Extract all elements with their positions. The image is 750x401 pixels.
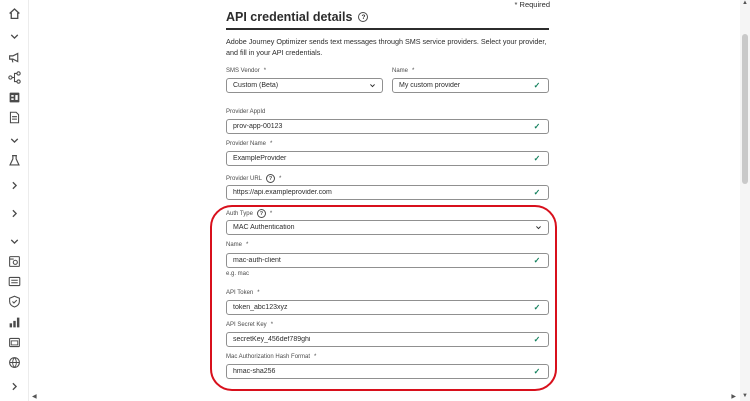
provider-url-label [226,174,281,183]
api-token-label-text: API Token [226,290,254,296]
chevron-down-icon[interactable] [6,233,22,249]
provider-name-value: ExampleProvider [233,155,287,162]
library-icon[interactable] [6,334,22,350]
api-secret-key-label [226,322,273,328]
scroll-up-arrow-icon[interactable]: ▲ [742,0,748,6]
sms-vendor-label [226,68,266,74]
auth-type-label-text: Auth Type [226,210,253,217]
name-label-text: Name [392,68,409,74]
scroll-left-arrow-icon[interactable]: ◀ [32,394,37,400]
chevron-right-icon[interactable] [6,177,22,193]
checkmark-icon: ✓ [533,303,541,312]
name-value: My custom provider [399,82,461,89]
mac-hash-format-label-text: Mac Authorization Hash Format [226,354,311,360]
checkmark-icon: ✓ [533,335,541,344]
provider-appid-value: prov-app-00123 [233,123,283,130]
description-text: Adobe Journey Optimizer sends text messages through SMS service providers. Select your provider, and fill in your API credentials. [226,37,547,57]
checkmark-icon: ✓ [533,81,541,90]
api-token-label [226,290,260,296]
channels-icon[interactable] [6,273,22,289]
scrollbar-thumb[interactable] [742,34,748,184]
chevron-down-icon[interactable] [367,82,377,89]
required-marker: * [269,210,273,217]
api-secret-key-label-text: API Secret Key [226,322,267,328]
chevron-right-icon[interactable] [6,378,22,394]
auth-name-label [226,242,248,248]
auth-name-value: mac-auth-client [233,257,281,264]
api-token-value: token_abc123xyz [233,304,288,311]
name-label [392,68,414,74]
document-icon[interactable] [6,109,22,125]
checkmark-icon: ✓ [533,154,541,163]
provider-url-label-text: Provider URL [226,175,263,182]
sms-vendor-select[interactable] [226,78,383,93]
help-icon[interactable]: ? [358,12,368,22]
sms-vendor-value: Custom (Beta) [233,82,279,89]
chart-icon[interactable] [6,314,22,330]
auth-type-label [226,209,272,218]
mac-hash-format-value: hmac-sha256 [233,368,276,375]
provider-name-label [226,141,272,147]
checkmark-icon: ✓ [533,256,541,265]
mac-hash-format-label [226,354,316,360]
provider-url-value: https://api.exampleprovider.com [233,189,332,196]
required-marker: * [257,290,260,296]
required-marker: * [246,242,249,248]
provider-appid-label [226,109,265,115]
required-marker: * [412,68,415,74]
globe-icon[interactable] [6,354,22,370]
required-marker: * [279,175,282,182]
help-icon[interactable]: ? [266,174,275,183]
chevron-down-icon[interactable] [6,28,22,44]
auth-type-select[interactable] [226,220,549,235]
provider-url-input[interactable] [226,185,549,200]
home-icon[interactable] [6,5,22,21]
checkmark-icon: ✓ [533,188,541,197]
page-title-text: API credential details [226,10,353,24]
page-title [226,10,368,24]
mac-hash-format-input[interactable] [226,364,549,379]
required-marker: * [314,354,317,360]
auth-name-input[interactable] [226,253,549,268]
shield-icon[interactable] [6,293,22,309]
provider-appid-label-text: Provider AppId [226,109,266,115]
left-rail [0,0,29,401]
vertical-scrollbar[interactable] [740,0,750,401]
chevron-down-icon[interactable] [533,224,543,231]
scroll-right-arrow-icon[interactable]: ▶ [731,394,736,400]
sms-vendor-label-text: SMS Vendor [226,68,260,74]
api-token-input[interactable] [226,300,549,315]
required-note: * Required [514,0,550,9]
name-input[interactable] [392,78,549,93]
chevron-down-icon[interactable] [6,132,22,148]
provider-appid-input[interactable] [226,119,549,134]
auth-name-hint: e.g. mac [226,271,250,277]
required-marker: * [270,322,274,328]
flask-icon[interactable] [6,152,22,168]
provider-name-label-text: Provider Name [226,141,267,147]
api-secret-key-value: secretKey_456def789ghi [233,336,311,343]
content-icon[interactable] [6,89,22,105]
chevron-right-icon[interactable] [6,205,22,221]
auth-name-label-text: Name [226,242,243,248]
api-secret-key-input[interactable] [226,332,549,347]
scroll-down-arrow-icon[interactable]: ▼ [742,393,748,399]
checkmark-icon: ✓ [533,367,541,376]
title-divider [226,28,549,30]
help-icon[interactable]: ? [257,209,266,218]
asset-icon[interactable] [6,253,22,269]
required-marker: * [270,141,273,147]
auth-type-value: MAC Authentication [233,224,295,231]
checkmark-icon: ✓ [533,122,541,131]
megaphone-icon[interactable] [6,49,22,65]
provider-name-input[interactable] [226,151,549,166]
required-marker: * [263,68,267,74]
journey-icon[interactable] [6,69,22,85]
